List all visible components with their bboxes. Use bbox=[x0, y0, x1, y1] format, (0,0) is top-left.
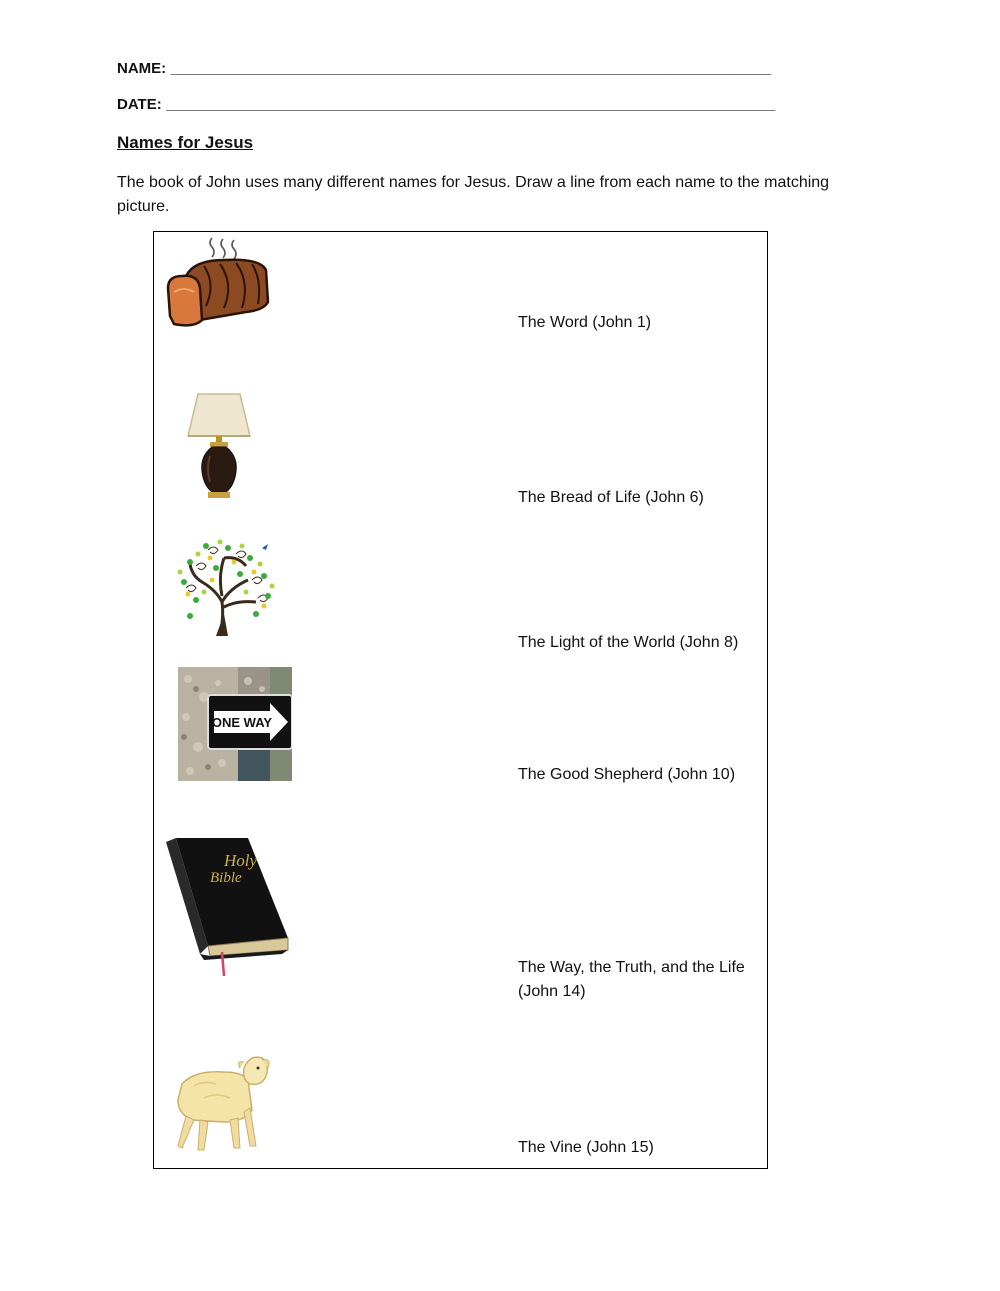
name-blank[interactable]: ________________________________________________________________________ bbox=[170, 60, 772, 77]
name-label: NAME: bbox=[117, 60, 167, 77]
tree-icon bbox=[176, 536, 280, 640]
name-item-word[interactable]: The Word (John 1) bbox=[518, 314, 652, 331]
lamp-picture[interactable] bbox=[186, 390, 252, 502]
name-item-vine[interactable]: The Vine (John 15) bbox=[518, 1139, 654, 1156]
tree-picture[interactable] bbox=[176, 536, 280, 640]
name-item-light-of-world[interactable]: The Light of the World (John 8) bbox=[518, 634, 739, 651]
name-item-way-truth-life[interactable]: The Way, the Truth, and the Life (John 14) bbox=[518, 959, 745, 1000]
sheep-picture[interactable] bbox=[164, 1050, 272, 1156]
one-way-sign-icon bbox=[178, 667, 292, 781]
instructions: The book of John uses many different names for Jesus. Draw a line from each name to the matching picture. bbox=[117, 174, 830, 215]
name-line bbox=[117, 60, 771, 78]
page-title: Names for Jesus bbox=[117, 133, 254, 152]
date-line bbox=[117, 96, 775, 114]
bible-icon bbox=[164, 834, 292, 978]
bible-title-2: Bible bbox=[210, 870, 242, 886]
name-item-bread-of-life[interactable]: The Bread of Life (John 6) bbox=[518, 489, 704, 506]
sign-text: ONE WAY bbox=[211, 715, 273, 730]
bible-picture[interactable] bbox=[164, 834, 292, 978]
date-label: DATE: bbox=[117, 96, 162, 113]
bible-title-1: Holy bbox=[224, 851, 258, 870]
lamp-icon bbox=[186, 390, 252, 502]
one-way-sign-picture[interactable] bbox=[178, 667, 292, 781]
name-item-good-shepherd[interactable]: The Good Shepherd (John 10) bbox=[518, 766, 736, 783]
bread-icon bbox=[164, 236, 272, 330]
bread-picture[interactable] bbox=[164, 236, 272, 330]
date-blank[interactable]: _________________________________________________________________________ bbox=[166, 96, 776, 113]
sheep-icon bbox=[164, 1050, 272, 1156]
